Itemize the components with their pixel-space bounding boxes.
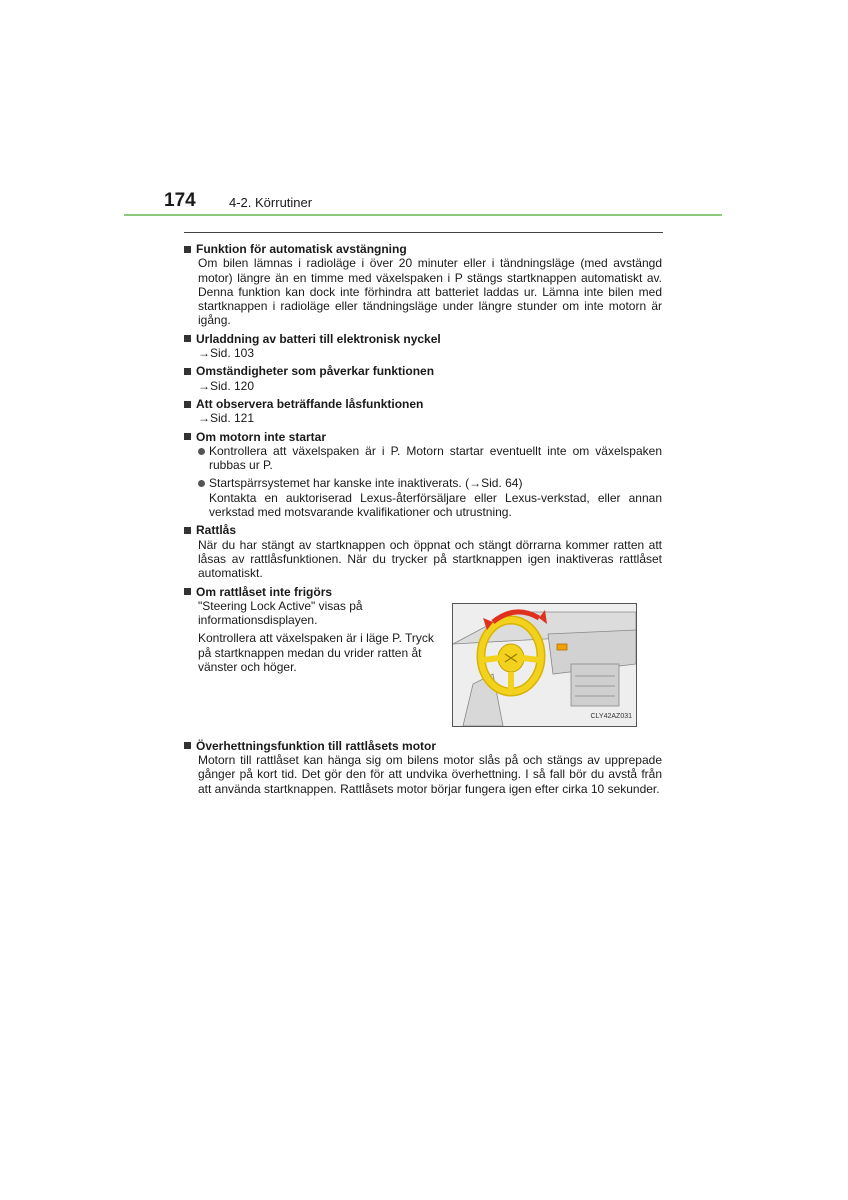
section-title: 4-2. Körrutiner: [229, 195, 313, 210]
page-reference: →Sid. 120: [198, 378, 255, 393]
section-text: "Steering Lock Active" visas på informationsdisplayen.: [198, 598, 363, 628]
page-reference: →Sid. 103: [198, 346, 255, 361]
steering-lock-block: [184, 599, 662, 727]
section-heading: Om motorn inte startar: [184, 430, 662, 444]
list-item-text: Kontakta en auktoriserad Lexus-återförsäljare eller Lexus-verkstad, eller annan verkstad med motsvarande kvalifikationer och utrustning.: [209, 490, 662, 520]
page-reference: →Sid. 121: [198, 411, 255, 426]
section-heading: Omständigheter som påverkar funktionen: [184, 364, 662, 378]
square-bullet-icon: [184, 246, 191, 253]
square-bullet-icon: [184, 335, 191, 342]
page-content: [184, 238, 662, 796]
bullet-dot-icon: [198, 480, 205, 487]
section-heading: Om rattlåset inte frigörs: [184, 585, 662, 599]
square-bullet-icon: [184, 742, 191, 749]
bullet-dot-icon: [198, 448, 205, 455]
section-text: När du har stängt av startknappen och öppnat och stängt dörrarna kommer ratten att låsas av rattlåsfunktionen. När du trycker på startknappen igen inaktiveras rattlåset automatiskt.: [198, 537, 662, 581]
square-bullet-icon: [184, 433, 191, 440]
header-rule: [124, 214, 722, 216]
content-top-rule: [184, 232, 663, 233]
list-item: [198, 476, 662, 519]
section-text: Motorn till rattlåset kan hänga sig om bilens motor slås på och stängs av upprepade gånger på kort tid. Det gör den för att undvika överhettning. I så fall bör du avstå från att använda startknappen. Rattlåsets motor börjar fungera igen efter cirka 10 sekunder.: [198, 753, 662, 796]
steering-wheel-illustration: [452, 603, 637, 727]
figure-code: CLY42AZ031: [590, 712, 632, 720]
list-item: Kontrollera att växelspaken är i P. Motorn startar eventuellt inte om växelspaken rubbas ur P.: [198, 444, 662, 473]
section-heading: Att observera beträffande låsfunktionen: [184, 397, 662, 411]
section-heading: Funktion för automatisk avstängning: [184, 242, 662, 256]
section-heading: Rattlås: [184, 523, 662, 537]
page-number: 174: [164, 190, 196, 211]
page-header: [124, 188, 722, 218]
section-text: Kontrollera att växelspaken är i läge P. Tryck på startknappen medan du vrider ratten åt vänster och höger.: [198, 631, 434, 675]
square-bullet-icon: [184, 401, 191, 408]
section-heading: Urladdning av batteri till elektronisk nyckel: [184, 332, 662, 346]
list-item-text: Startspärrsystemet har kanske inte inaktiverats. (→Sid. 64): [209, 476, 523, 491]
steering-wheel-icon: [453, 604, 636, 726]
square-bullet-icon: [184, 527, 191, 534]
section-heading: Överhettningsfunktion till rattlåsets motor: [184, 739, 662, 753]
square-bullet-icon: [184, 368, 191, 375]
square-bullet-icon: [184, 588, 191, 595]
section-text: Om bilen lämnas i radioläge i över 20 minuter eller i tändningsläge (med avstängd motor) längre än en timme med växelspaken i P stängs startknappen automatiskt av. Denna funktion kan dock inte förhindra att batteriet laddas ur. Lämna inte bilen med startknappen i radioläge eller tändningsläge under längre stunder om inte motorn är igång.: [198, 256, 662, 328]
